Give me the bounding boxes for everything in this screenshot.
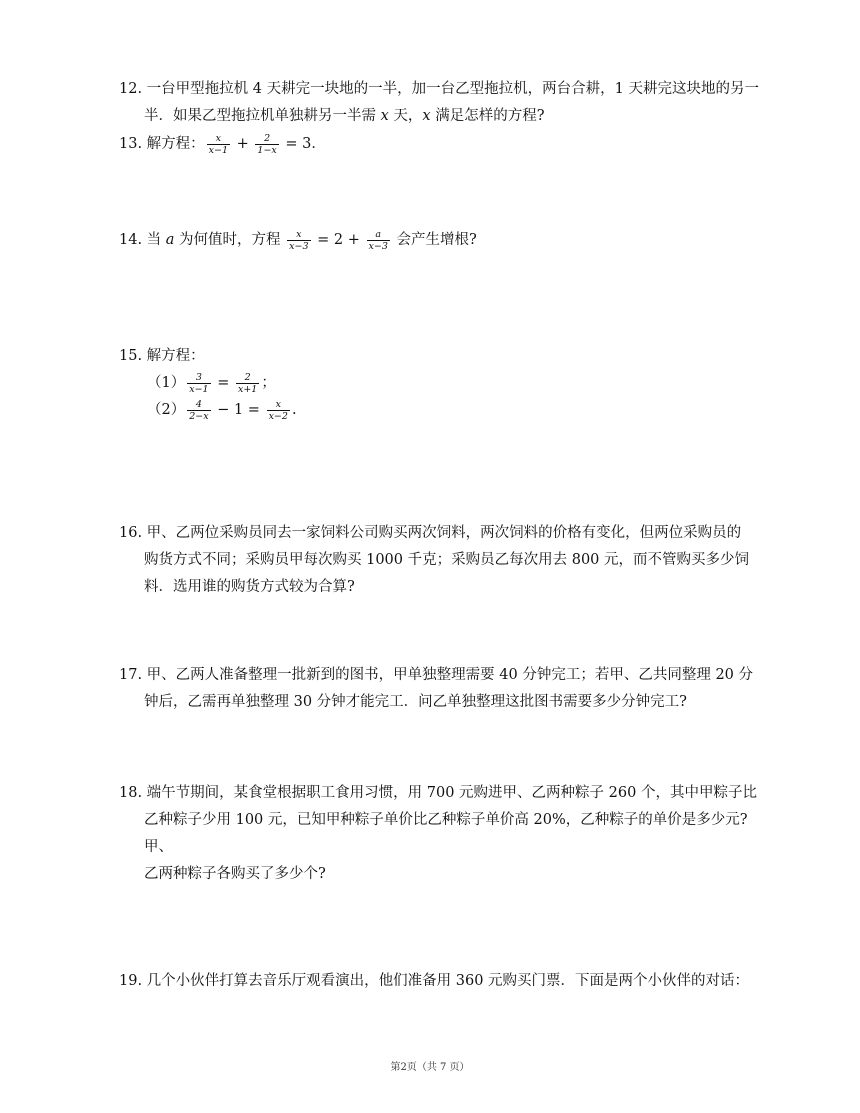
question-14-prefix: 14. 当 [119,232,166,248]
question-12-text-b: 天， [388,108,423,124]
question-12-line2 [119,103,769,130]
equation-middle: = 2 + [312,232,365,248]
question-13-prefix: 13. 解方程： [119,136,205,152]
fraction [367,229,390,252]
punctuation: . [291,402,297,418]
question-15-prefix: 15. 解方程： [119,348,205,364]
question-19 [119,968,769,995]
punctuation: ； [261,375,276,391]
fraction [255,133,278,156]
numerator: a [375,228,382,240]
variable-a: a [165,232,175,248]
question-12-text-c: 满足怎样的方程? [430,108,545,124]
denominator: x−1 [189,383,209,395]
question-12-line1: 12. 一台甲型拖拉机 4 天耕完一块地的一半，加一台乙型拖拉机，两台合耕，1 天耕完这块地的另一 [119,81,759,97]
question-17-line2: 钟后，乙需再单独整理 30 分钟才能完工．问乙单独整理这批图书需要多少分钟完工? [144,694,687,710]
fraction [236,372,259,395]
equation-rhs: = 3． [280,136,326,152]
operator: − 1 = [212,402,265,418]
question-15 [119,343,769,424]
question-18-line1: 18. 端午节期间，某食堂根据职工食用习惯，用 700 元购进甲、乙两种粽子 260 个，其中甲粽子比 [119,785,757,801]
variable-x: x [380,108,389,124]
fraction [207,133,230,156]
question-15-part-1 [119,370,769,397]
question-13-line [119,131,769,158]
numerator: x [275,398,281,410]
question-18 [119,780,769,888]
denominator: 2−x [189,410,209,422]
question-14-mid: 为何值时，方程 [174,232,286,248]
fraction [267,399,290,422]
fraction [187,372,210,395]
question-16-line3: 料．选用谁的购货方式较为合算? [144,579,355,595]
numerator: 2 [244,371,251,383]
numerator: 4 [195,398,202,410]
fraction [187,399,210,422]
fraction [287,229,310,252]
question-16-line2: 购货方式不同；采购员甲每次购买 1000 千克；采购员乙每次用去 800 元，而不管购买多少饲 [144,552,750,568]
question-17-line1: 17. 甲、乙两人准备整理一批新到的图书，甲单独整理需要 40 分钟完工；若甲、乙共同整理 20 分 [119,667,754,683]
question-13 [119,131,769,158]
numerator: 3 [195,371,202,383]
question-12-text-a: 半．如果乙型拖拉机单独耕另一半需 [144,108,381,124]
operator: + [232,136,254,152]
question-18-line3: 乙两种粽子各购买了多少个? [144,866,326,882]
question-14-line [119,227,769,254]
denominator: x−3 [289,240,309,252]
denominator: x+1 [237,383,258,395]
numerator: 2 [264,132,271,144]
numerator: x [215,132,222,144]
question-19-line1: 19. 几个小伙伴打算去音乐厅观看演出，他们准备用 360 元购买门票．下面是两个小伙伴的对话： [119,973,750,989]
question-14 [119,227,769,254]
part-label: （2） [147,402,186,418]
question-14-suffix: 会产生增根? [391,232,477,248]
operator: = [212,375,234,391]
denominator: 1−x [257,144,277,156]
question-16-line1: 16. 甲、乙两位采购员同去一家饲料公司购买两次饲料，两次饲料的价格有变化，但两位采购员的 [119,525,742,541]
denominator: x−1 [208,144,229,156]
part-label: （1） [147,375,186,391]
page-footer: 第2页（共 7 页） [390,1062,470,1073]
question-15-part-2 [119,397,769,424]
question-16 [119,520,769,601]
question-18-line2: 乙种粽子少用 100 元，已知甲种粽子单价比乙种粽子单价高 20%，乙种粽子的单价是多少元?甲、 [144,812,748,855]
question-17 [119,662,769,716]
denominator: x−2 [268,410,288,422]
numerator: x [296,228,302,240]
question-12 [119,76,769,130]
denominator: x−3 [368,240,388,252]
variable-x: x [422,108,431,124]
